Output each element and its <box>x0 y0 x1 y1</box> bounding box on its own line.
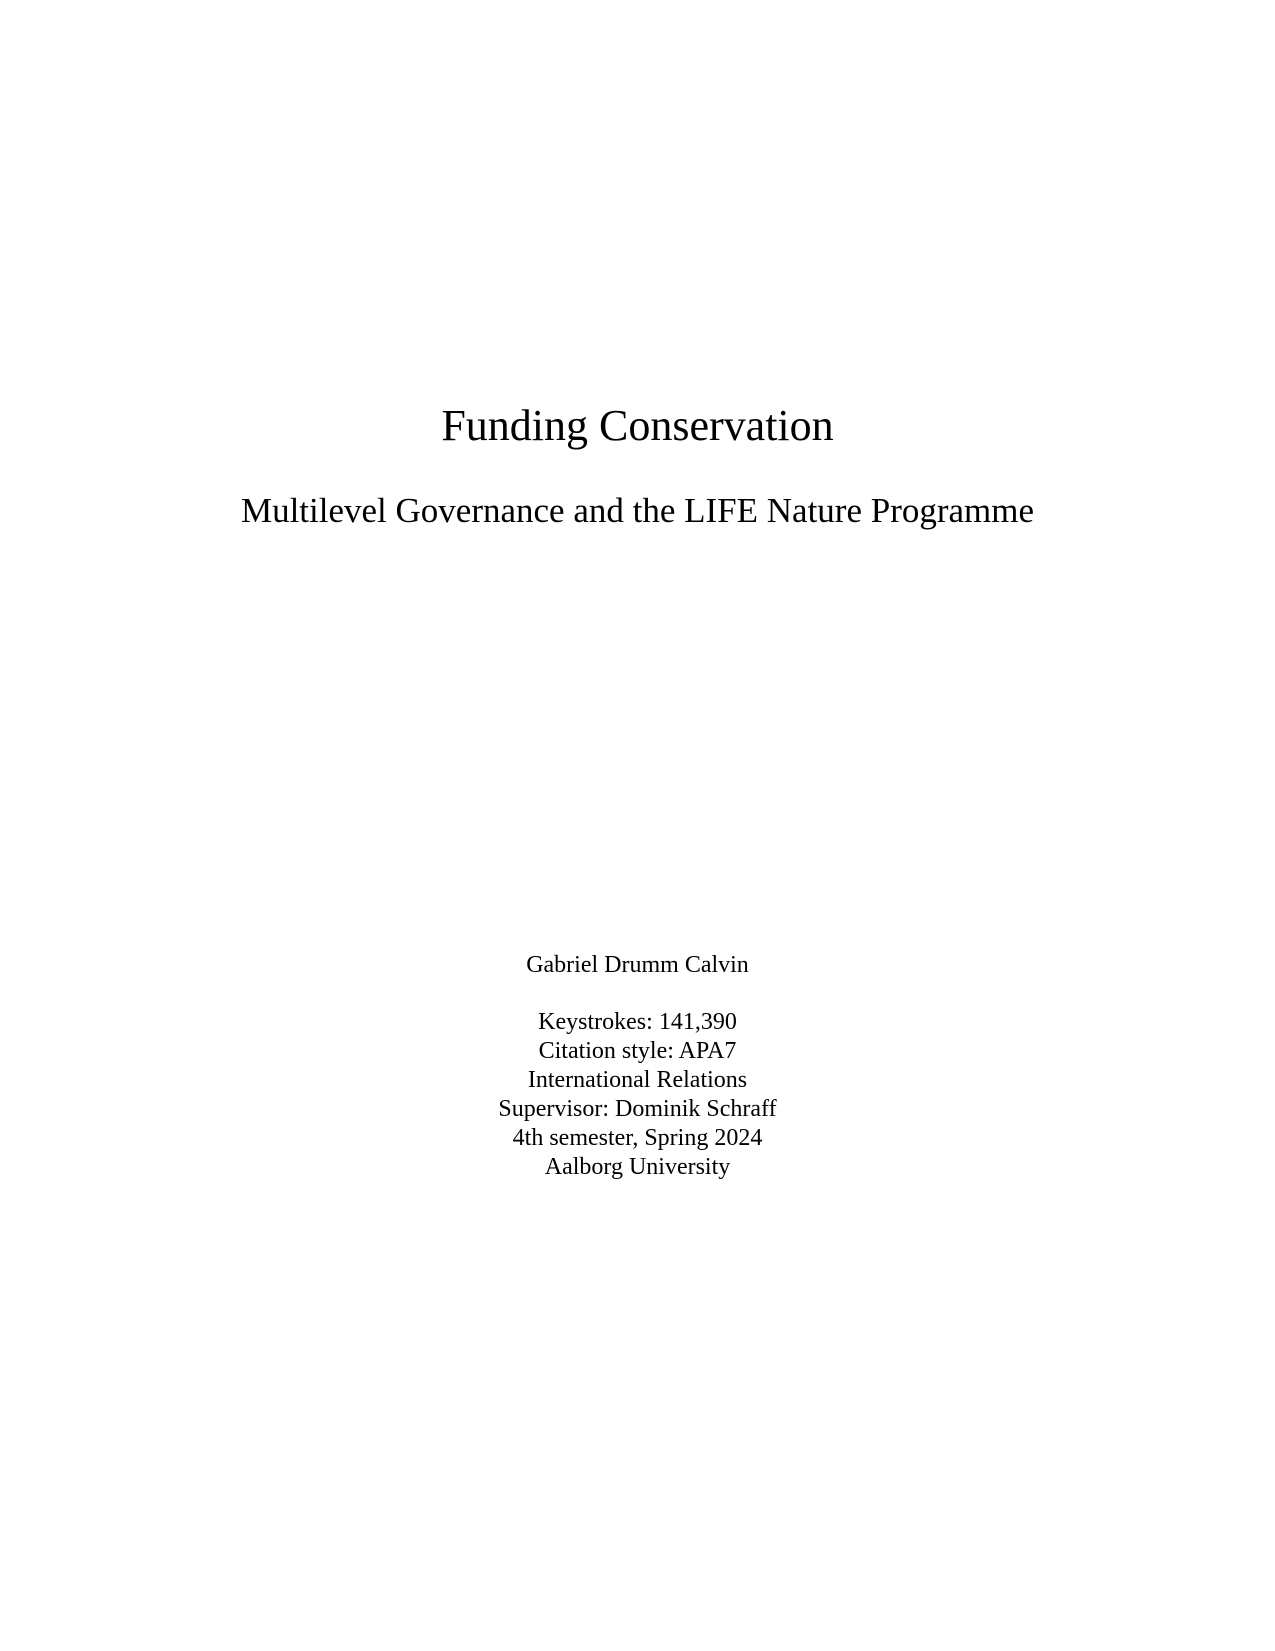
citation-style-line: Citation style: APA7 <box>538 1038 737 1064</box>
document-title: Funding Conservation <box>441 401 834 450</box>
programme-line: International Relations <box>527 1067 748 1093</box>
semester-line: 4th semester, Spring 2024 <box>512 1125 763 1151</box>
keystrokes-line: Keystrokes: 141,390 <box>538 1009 737 1035</box>
university-line: Aalborg University <box>544 1154 731 1180</box>
submission-details <box>0 1008 1275 1182</box>
author-name: Gabriel Drumm Calvin <box>526 952 749 978</box>
document-subtitle: Multilevel Governance and the LIFE Nature Programme <box>240 491 1035 530</box>
supervisor-line: Supervisor: Dominik Schraff <box>498 1096 777 1122</box>
